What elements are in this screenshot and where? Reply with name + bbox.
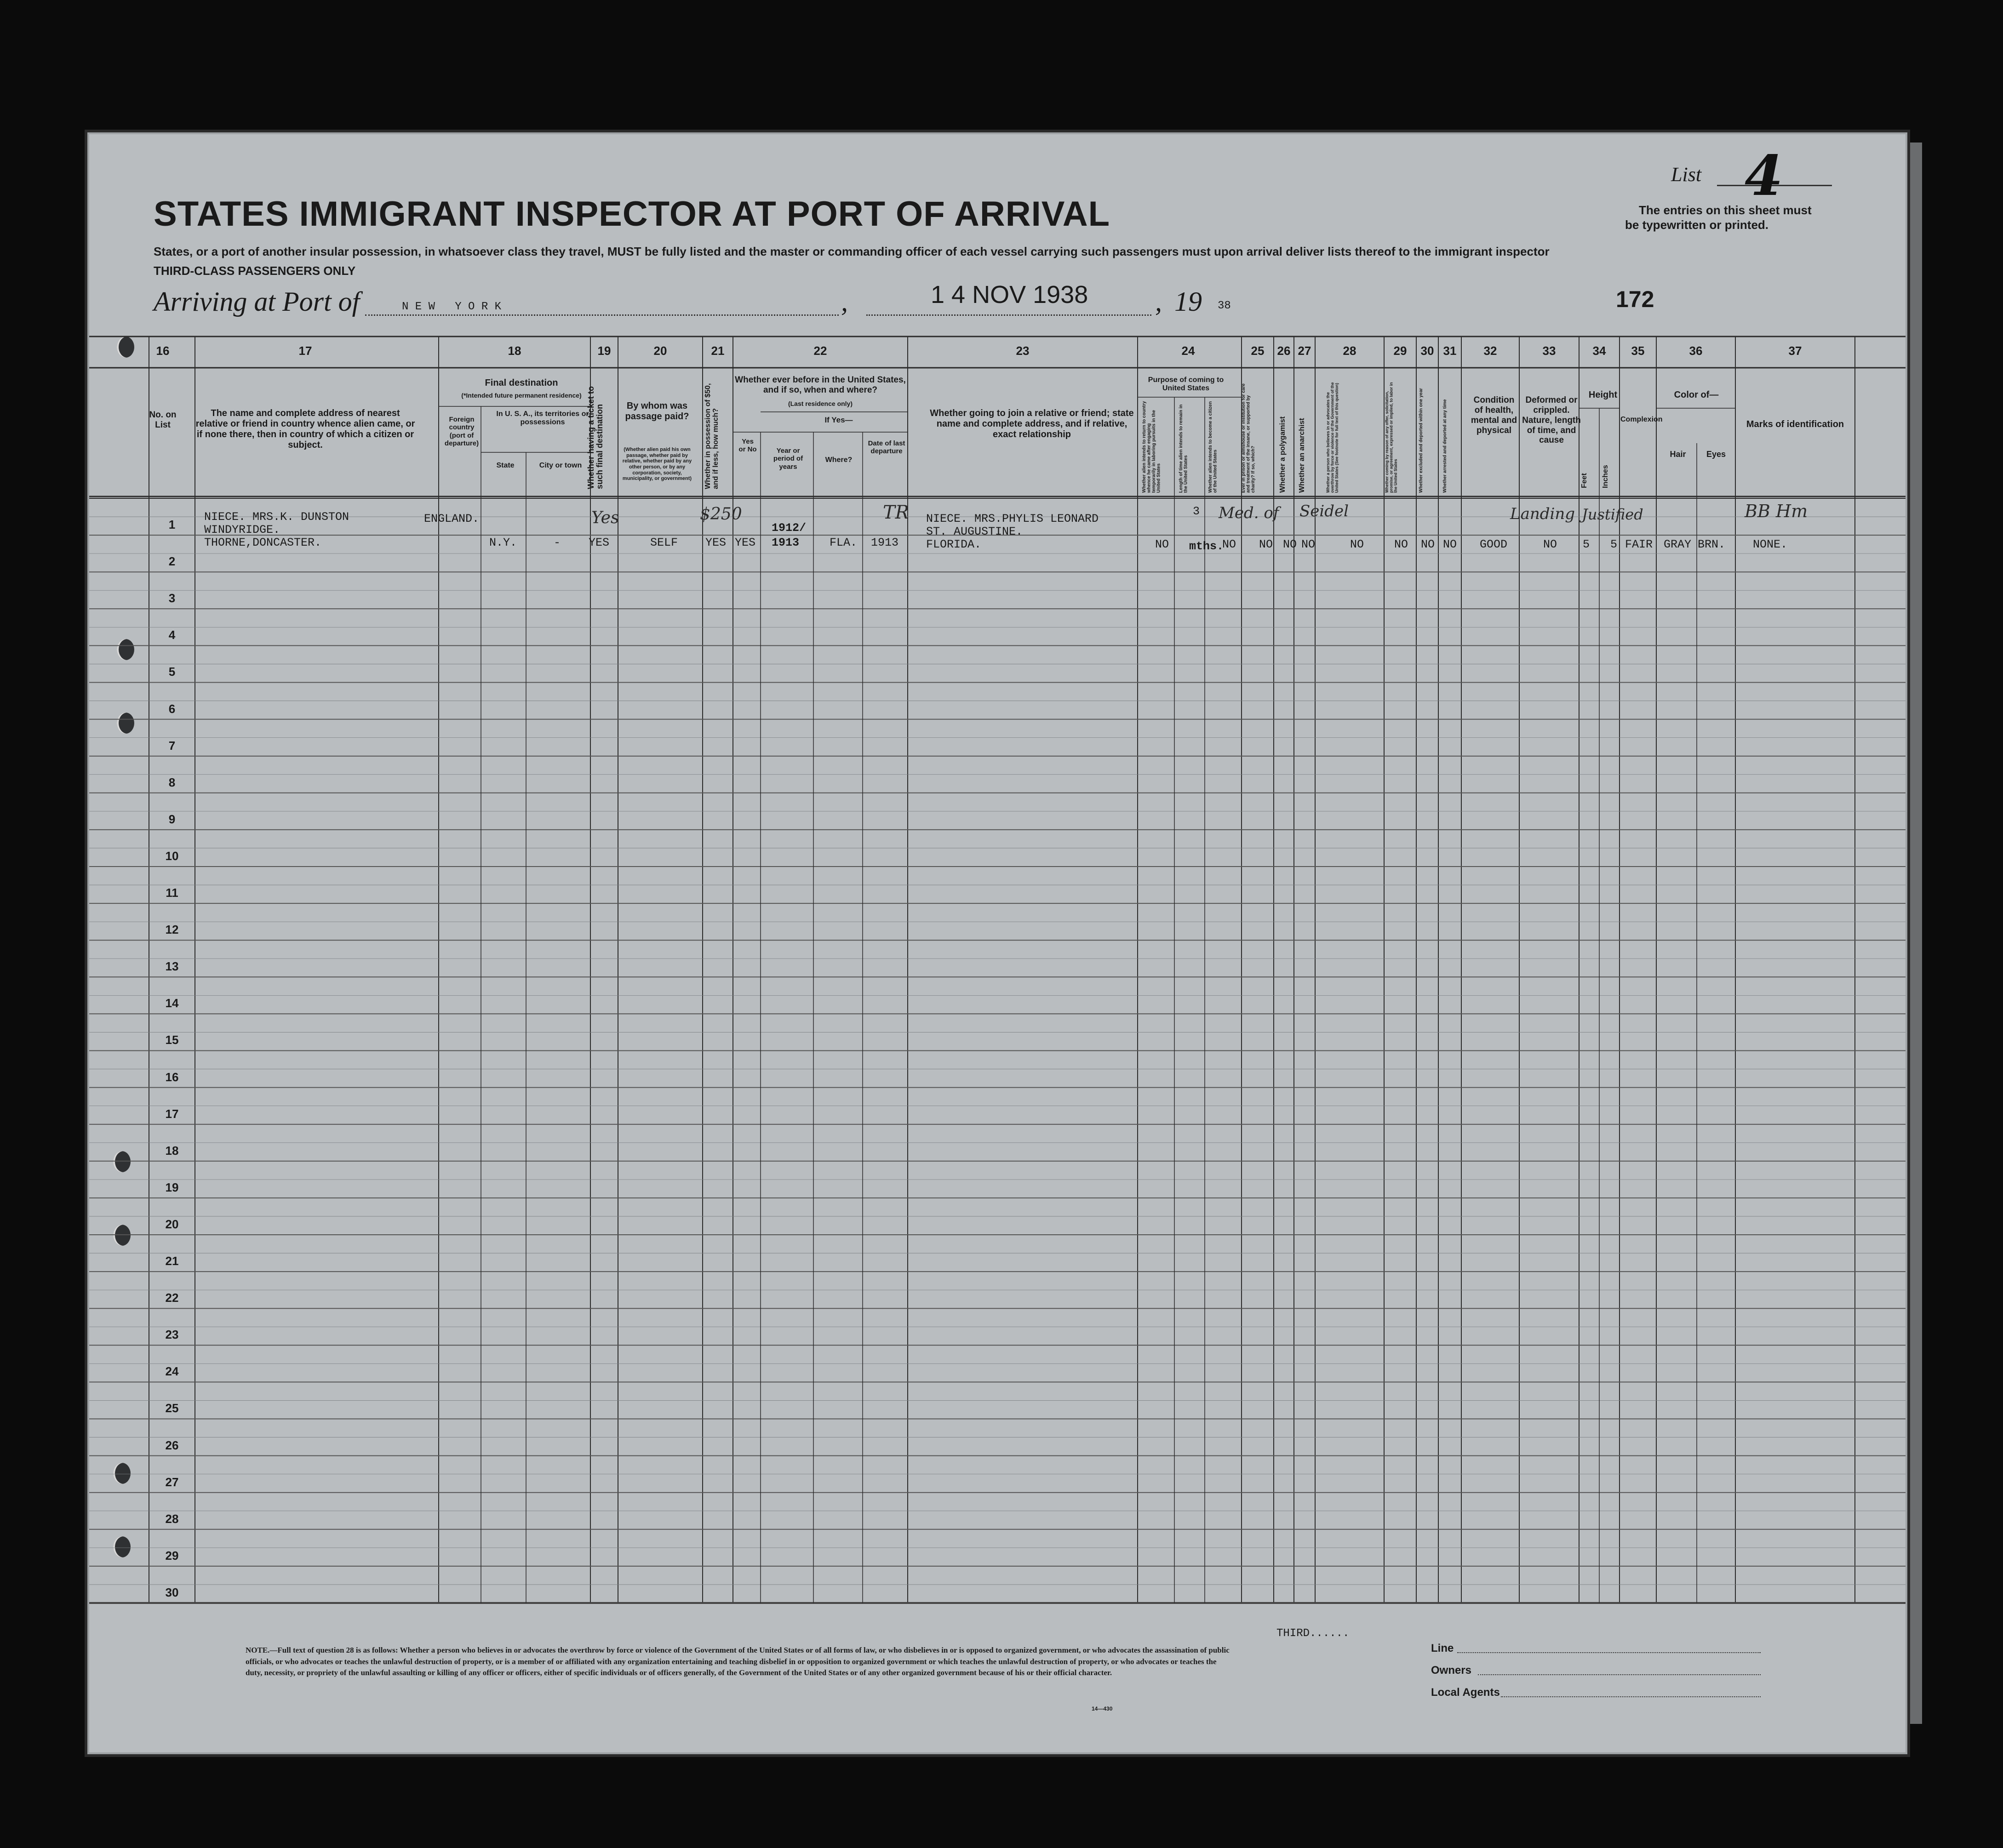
row1-paid-by: SELF bbox=[650, 536, 678, 549]
header-prison: Ever in prison or almshouse or institution for care and treatment of the insane, or supported by charity? If so, which? bbox=[1241, 383, 1256, 493]
header-deported: Whether arrested and deported at any time bbox=[1442, 399, 1448, 493]
row1-health: GOOD bbox=[1480, 538, 1508, 551]
header-passage-note: (Whether alien paid his own passage, whether paid by relative, whether paid by any other person, or by any corporation, society, municipality, or government) bbox=[622, 447, 692, 482]
row1-anarchist: NO bbox=[1301, 538, 1316, 551]
column-number: 22 bbox=[813, 344, 827, 358]
row-number: 28 bbox=[165, 1511, 179, 1526]
row-number: 6 bbox=[168, 702, 176, 716]
row1-prison: NO bbox=[1259, 538, 1273, 551]
header-join-relative: Whether going to join a relative or friend; state name and complete address, and if relative, exact relationship bbox=[930, 408, 1134, 439]
agents-field[interactable] bbox=[1501, 1696, 1761, 1697]
column-number: 34 bbox=[1592, 344, 1606, 358]
row1-relative-line2: WINDYRIDGE. bbox=[204, 523, 280, 536]
row1-polygamist: NO bbox=[1283, 538, 1297, 551]
row1-deformed: NO bbox=[1543, 538, 1557, 551]
row-number: 11 bbox=[166, 886, 178, 900]
header-height: Height bbox=[1588, 390, 1618, 400]
row1-possession: YES bbox=[705, 536, 727, 549]
footnote-q28: NOTE.—Full text of question 28 is as follows: Whether a person who believes in or advocates the overthrow by force or violence of the Government of the United States or of all forms of law, or who disbelieves in or is opposed to organized government, or who advocates the assassination of public officials, or who advocates or teaches the unlawful destruction of property, or is a member of or affiliated with any organization entertaining and teaching disbelief in or opposition to organized government or which teaches the unlawful destruction of property, or who advocates or teaches the duty, necessity, or propriety of the unlawful assaulting or killing of any officer or officers, either of specific individuals or of officers generally, of the Government of the United States or of any other organized government because of his or their official character. bbox=[246, 1646, 1230, 1677]
column-number: 16 bbox=[156, 344, 170, 358]
agents-label: Local Agents bbox=[1431, 1686, 1500, 1699]
row1-join-line2: ST. AUGUSTINE. bbox=[926, 525, 1023, 538]
header-complexion: Complexion bbox=[1620, 416, 1663, 423]
row1-citizen: NO bbox=[1222, 538, 1236, 551]
header-anarchist: Whether an anarchist bbox=[1298, 418, 1306, 493]
page-subtitle: States, or a port of another insular possession, in whatsoever class they travel, MUST be fully listed and the master or commanding officer of each vessel carrying such passengers must upon arrival deliver lists thereof to the immigrant inspector bbox=[154, 245, 1550, 258]
row-number: 27 bbox=[165, 1475, 179, 1489]
row1-excluded: NO bbox=[1421, 538, 1435, 551]
header-last-residence: (Last residence only) bbox=[788, 400, 853, 407]
header-eyes: Eyes bbox=[1706, 450, 1726, 459]
column-number: 20 bbox=[653, 344, 667, 358]
header-no-on-list: No. on List bbox=[149, 410, 177, 430]
row1-years-2: 1913 bbox=[772, 536, 800, 549]
row1-return-country: NO bbox=[1155, 538, 1169, 551]
row1-purpose-hand: Med. of bbox=[1219, 504, 1279, 522]
row1-ticket: YES bbox=[589, 536, 610, 549]
arriving-label: Arriving at Port of bbox=[154, 286, 360, 317]
form-number: 14—430 bbox=[1092, 1705, 1113, 1712]
class-line: THIRD-CLASS PASSENGERS ONLY bbox=[154, 264, 356, 278]
header-length-stay: Length of time alien intends to remain in the United States bbox=[1179, 404, 1189, 493]
header-purpose: Purpose of coming to United States bbox=[1148, 376, 1224, 393]
header-years: Year or period of years bbox=[773, 447, 803, 471]
row1-length-stay-2: mths. bbox=[1189, 540, 1224, 553]
column-number: 19 bbox=[597, 344, 611, 358]
header-ticket: Whether having a ticket to such final destination bbox=[586, 386, 604, 489]
row-number: 26 bbox=[165, 1438, 179, 1452]
owners-label: Owners bbox=[1431, 1664, 1472, 1677]
header-polygamist: Whether a polygamist bbox=[1279, 416, 1287, 493]
row-number: 25 bbox=[165, 1401, 179, 1415]
header-before-us: Whether ever before in the United States, and if so, when and where? bbox=[735, 375, 906, 395]
row-number: 10 bbox=[165, 849, 179, 863]
header-feet: Feet bbox=[1580, 473, 1588, 488]
header-passage-paid: By whom was passage paid? bbox=[625, 401, 689, 422]
sheet-number: 172 bbox=[1616, 286, 1654, 312]
row1-labor: NO bbox=[1394, 538, 1408, 551]
column-number: 32 bbox=[1483, 344, 1497, 358]
row1-years-1: 1912/ bbox=[772, 521, 807, 535]
column-number: 30 bbox=[1420, 344, 1434, 358]
entries-note-1: The entries on this sheet must bbox=[1639, 203, 1812, 217]
row-number: 15 bbox=[165, 1033, 179, 1047]
column-number: 26 bbox=[1277, 344, 1291, 358]
header-where: Where? bbox=[825, 456, 853, 464]
header-in-usa: In U. S. A., its territories or possessions bbox=[496, 410, 589, 427]
column-number: 33 bbox=[1542, 344, 1556, 358]
row-number: 19 bbox=[165, 1180, 179, 1194]
row-number: 2 bbox=[168, 554, 176, 569]
port-name: N E W Y O R K bbox=[402, 301, 502, 313]
arrival-date: 1 4 NOV 1938 bbox=[931, 281, 1088, 308]
header-if-yes: If Yes— bbox=[824, 416, 853, 424]
row-number: 7 bbox=[168, 738, 176, 753]
column-number: 18 bbox=[508, 344, 521, 358]
row1-anarchist-hand: Seidel bbox=[1299, 502, 1349, 520]
row1-complexion: FAIR bbox=[1625, 538, 1653, 551]
header-return-country: Whether alien intends to return to country whence he came after engaging temporarily in laboring pursuits in the United States bbox=[1142, 401, 1162, 493]
list-number: 4 bbox=[1745, 143, 1783, 208]
column-number: 35 bbox=[1631, 344, 1645, 358]
row1-overthrow: NO bbox=[1350, 538, 1364, 551]
page-title: STATES IMMIGRANT INSPECTOR AT PORT OF ARRIVAL bbox=[154, 194, 1110, 234]
header-color-of: Color of— bbox=[1674, 390, 1719, 400]
owners-field[interactable] bbox=[1478, 1674, 1761, 1675]
row-number: 16 bbox=[165, 1070, 179, 1084]
row-number: 3 bbox=[168, 591, 176, 605]
column-number: 28 bbox=[1343, 344, 1356, 358]
row-number: 4 bbox=[168, 628, 176, 642]
column-number: 36 bbox=[1689, 344, 1703, 358]
row1-where: FLA. bbox=[830, 536, 858, 549]
column-number: 25 bbox=[1251, 344, 1265, 358]
year-suffix: 38 bbox=[1218, 300, 1231, 312]
comma-2: , bbox=[1155, 286, 1162, 317]
header-health: Condition of health, mental and physical bbox=[1471, 395, 1517, 435]
row1-deformed-hand: Landing bbox=[1510, 505, 1575, 523]
row1-last-departure: 1913 bbox=[871, 536, 899, 549]
row-number: 23 bbox=[165, 1328, 179, 1342]
row1-inches: 5 bbox=[1610, 538, 1618, 551]
line-field[interactable] bbox=[1457, 1652, 1761, 1653]
column-number: 27 bbox=[1298, 344, 1311, 358]
header-nearest-relative: The name and complete address of nearest relative or friend in country whence alien came, or if none there, then in country of which a citizen or subject. bbox=[195, 408, 415, 450]
row1-possession-hand: $250 bbox=[700, 505, 742, 524]
header-excluded: Whether excluded and deported within one year bbox=[1419, 388, 1424, 493]
row-number: 17 bbox=[165, 1107, 179, 1121]
row-number: 9 bbox=[168, 812, 176, 826]
year-prefix: 19 bbox=[1174, 286, 1202, 317]
column-number: 37 bbox=[1788, 344, 1802, 358]
column-number: 23 bbox=[1016, 344, 1030, 358]
comma-1: , bbox=[841, 286, 848, 317]
row1-join-line3: FLORIDA. bbox=[926, 538, 982, 551]
row1-city: - bbox=[554, 536, 561, 549]
header-hair: Hair bbox=[1670, 450, 1686, 459]
header-become-citizen: Whether alien intends to become a citizen of the United States bbox=[1208, 401, 1218, 493]
header-final-destination-note: (*Intended future permanent residence) bbox=[461, 392, 582, 399]
row1-height-hand: Justified bbox=[1582, 506, 1643, 523]
row1-deported: NO bbox=[1443, 538, 1457, 551]
row1-marks-hand: BB Hm bbox=[1745, 501, 1808, 521]
header-date-departure: Date of last departure bbox=[868, 439, 905, 456]
row-number: 14 bbox=[165, 996, 179, 1010]
header-overthrow: Whether a person who believes in or advocates the overthrow by force or violence of the Government of the United States (See footnote for full text of this question) bbox=[1326, 382, 1339, 493]
entries-note-2: be typewritten or printed. bbox=[1625, 218, 1769, 232]
row1-foreign-country: ENGLAND. bbox=[424, 512, 480, 525]
row1-departure-hand: TR bbox=[883, 502, 909, 523]
row1-feet: 5 bbox=[1583, 538, 1590, 551]
row1-state: N.Y. bbox=[489, 536, 517, 549]
header-marks: Marks of identification bbox=[1746, 419, 1844, 429]
row-number: 20 bbox=[165, 1217, 179, 1231]
row-number: 5 bbox=[168, 665, 176, 679]
line-label: Line bbox=[1431, 1642, 1454, 1654]
header-inches: Inches bbox=[1602, 465, 1609, 488]
row1-hair: GRAY bbox=[1664, 538, 1692, 551]
row1-relative-line1: NIECE. MRS.K. DUNSTON bbox=[204, 510, 349, 524]
column-number: 31 bbox=[1443, 344, 1457, 358]
header-city: City or town bbox=[539, 462, 582, 469]
header-foreign-country: Foreign country (port of departure) bbox=[444, 416, 479, 447]
row-number: 1 bbox=[168, 518, 176, 531]
row-number: 22 bbox=[165, 1291, 179, 1305]
row1-length-stay-1: 3 bbox=[1193, 505, 1200, 518]
row-number: 18 bbox=[165, 1143, 179, 1158]
manifest-grid bbox=[89, 134, 1906, 1752]
row1-join-line1: NIECE. MRS.PHYLIS LEONARD bbox=[926, 512, 1099, 525]
row-number: 30 bbox=[165, 1585, 179, 1599]
column-number: 17 bbox=[298, 344, 312, 358]
row-number: 24 bbox=[165, 1364, 179, 1379]
row1-relative-line3: THORNE,DONCASTER. bbox=[204, 536, 322, 549]
row1-ticket-hand: Yes bbox=[591, 508, 619, 527]
row-number: 8 bbox=[168, 775, 176, 789]
header-labor-offer: Whether coming by reason of any offer, solicitation, promise, or agreement, expressed or implied, to labor in the United States bbox=[1385, 382, 1398, 493]
row1-marks: NONE. bbox=[1753, 538, 1788, 551]
column-number: 29 bbox=[1393, 344, 1407, 358]
manifest-sheet bbox=[87, 132, 1907, 1754]
row1-eyes: BRN. bbox=[1698, 538, 1726, 551]
row1-before-us: YES bbox=[735, 536, 756, 549]
row-number: 13 bbox=[165, 959, 179, 974]
row-number: 12 bbox=[165, 923, 179, 937]
column-number: 21 bbox=[711, 344, 725, 358]
header-state: State bbox=[496, 462, 515, 469]
header-final-destination: Final destination bbox=[485, 378, 558, 388]
header-yes-or-no: Yes or No bbox=[738, 438, 757, 454]
row-number: 29 bbox=[165, 1548, 179, 1563]
column-number: 24 bbox=[1181, 344, 1195, 358]
list-label: List bbox=[1671, 163, 1702, 186]
header-possession: Whether in possession of $50, and if less, how much? bbox=[704, 383, 720, 489]
header-deformed: Deformed or crippled. Nature, length of time, and cause bbox=[1522, 395, 1581, 445]
class-third: THIRD...... bbox=[1276, 1627, 1350, 1640]
row-number: 21 bbox=[165, 1254, 179, 1268]
